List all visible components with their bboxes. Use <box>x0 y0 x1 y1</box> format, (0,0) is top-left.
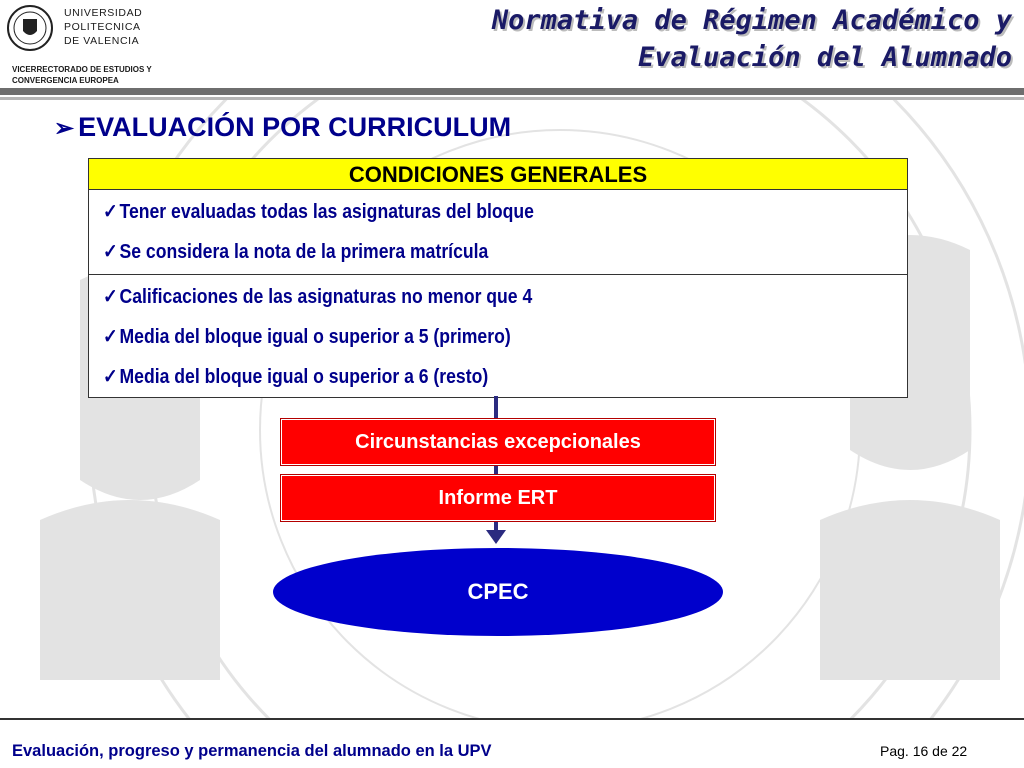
logo-line: UNIVERSIDAD <box>64 7 143 19</box>
university-shield-icon <box>6 4 54 52</box>
logo-subtitle: VICERRECTORADO DE ESTUDIOS Y CONVERGENCIA EUROPEA <box>12 65 152 85</box>
condition-item <box>103 192 811 232</box>
section-heading-text: EVALUACIÓN POR CURRICULUM <box>78 112 512 142</box>
condition-text: Se considera la nota de la primera matrícula <box>119 241 489 263</box>
condition-item <box>103 357 811 397</box>
condition-text: Media del bloque igual o superior a 5 (primero) <box>119 326 511 348</box>
logo-text <box>64 6 142 48</box>
checkmark-icon: ✓ <box>103 286 118 308</box>
ellipse-cpec: CPEC <box>273 548 723 636</box>
condition-text: Media del bloque igual o superior a 6 (resto) <box>119 366 489 388</box>
flow-arrowhead-icon <box>486 530 506 544</box>
title-line-2: Evaluación del Alumnado <box>638 42 1012 73</box>
condition-item <box>103 317 811 357</box>
section-heading <box>54 112 511 143</box>
page-number: Pag. 16 de 22 <box>880 743 968 759</box>
box-informe-ert: Informe ERT <box>280 474 716 522</box>
checkmark-icon: ✓ <box>103 201 118 223</box>
flow-connector <box>494 396 498 418</box>
checkmark-icon: ✓ <box>103 366 118 388</box>
header-divider <box>0 88 1024 95</box>
logo-line: POLITECNICA <box>64 21 141 33</box>
page-title <box>352 2 1012 76</box>
title-line-1: Normativa de Régimen Académico y <box>491 5 1012 36</box>
footer-title: Evaluación, progreso y permanencia del alumnado en la UPV <box>12 742 492 760</box>
university-logo <box>6 4 156 92</box>
condition-text: Tener evaluadas todas las asignaturas del bloque <box>119 201 534 223</box>
box-circunstancias-excepcionales: Circunstancias excepcionales <box>280 418 716 466</box>
condition-text: Calificaciones de las asignaturas no menor que 4 <box>119 286 533 308</box>
condition-item <box>103 277 811 317</box>
header-divider-light <box>0 97 1024 100</box>
checkmark-icon: ✓ <box>103 241 118 263</box>
checkmark-icon: ✓ <box>103 326 118 348</box>
arrow-bullet-icon: ➢ <box>54 115 75 142</box>
logo-line: DE VALENCIA <box>64 35 140 47</box>
condition-item <box>103 232 811 272</box>
table-header: CONDICIONES GENERALES <box>89 159 907 190</box>
conditions-table <box>88 158 908 398</box>
condition-group <box>89 275 907 399</box>
condition-group <box>89 190 907 275</box>
footer-divider <box>0 718 1024 720</box>
